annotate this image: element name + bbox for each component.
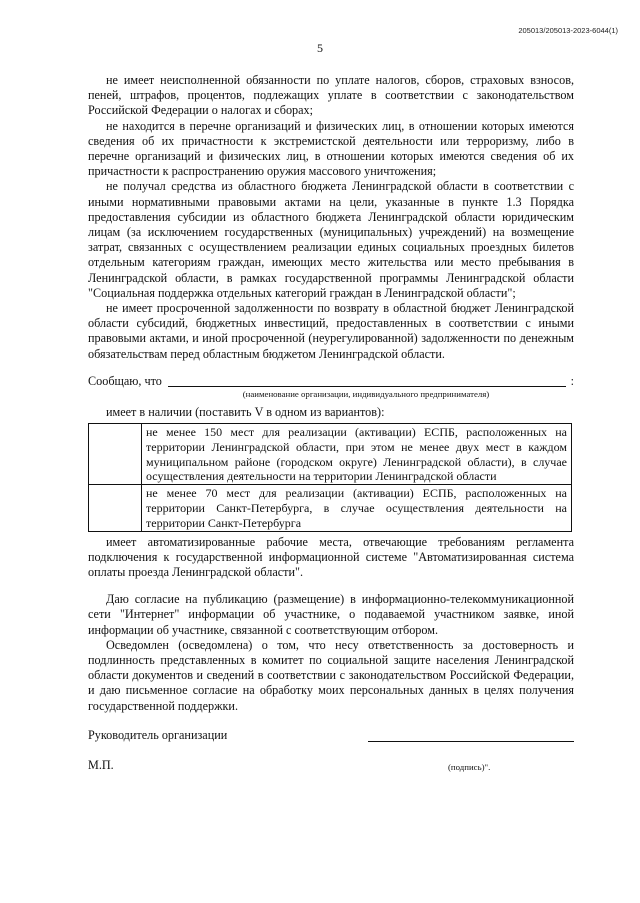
page-number: 5 bbox=[317, 41, 323, 55]
choose-option-text: имеет в наличии (поставить V в одном из вариантов): bbox=[106, 404, 385, 419]
signature-caption: (подпись)". bbox=[448, 761, 491, 772]
report-colon: : bbox=[570, 373, 574, 388]
head-of-organization-label: Руководитель организации bbox=[88, 727, 228, 742]
document-id: 205013/205013-2023-6044(1) bbox=[518, 26, 618, 35]
option-row bbox=[89, 485, 572, 531]
paragraph-informed: Осведомлен (осведомлена) о том, что несу ответственность за достоверность и подлинность представленных в комитет по социальной защите населения Ленинградской области документов и сведений в соответствии с законодательством Российской Федерации, и даю письменное согласие на обработку моих персональных данных в целях получения государственной поддержки. bbox=[88, 637, 574, 713]
option-checkbox-spb[interactable] bbox=[89, 485, 142, 531]
stamp-line bbox=[88, 758, 574, 774]
report-line bbox=[88, 374, 574, 389]
report-label: Сообщаю, что bbox=[88, 373, 162, 388]
paragraph-workstations: имеет автоматизированные рабочие места, отвечающие требованиям регламента подключения к государственной информационной системе "Автоматизированная система оплаты проезда Ленинградской области". bbox=[88, 534, 574, 580]
paragraph-budget-funds: не получал средства из областного бюджета Ленинградской области в соответствии с иными нормативными правовыми актами на цели, указанные в пункте 1.3 Порядка предоставления субсидии из областного бюджета Ленинградской области юридическим лицам (за исключением государственных (муниципальных) учреждений) на возмещение затрат, связанных с осуществлением реализации единых социальных проездных билетов отдельным категориям граждан, имеющих место жительства или место пребывания в Ленинградской области, в рамках государственной программы Ленинградской области "Социальная поддержка отдельных категорий граждан в Ленинградской области"; bbox=[88, 179, 574, 300]
paragraph-extremism-list: не находится в перечне организаций и физических лиц, в отношении которых имеются сведения об их причастности к экстремистской деятельности или терроризму, либо в перечне организаций и физических лиц, в отношении которых имеются сведения об их причастности к распространению оружия массового уничтожения; bbox=[88, 118, 574, 179]
option-text-spb: не менее 70 мест для реализации (активации) ЕСПБ, расположенных на территории Санкт-Петербурга, в случае осуществления деятельности на территории Санкт-Петербурга bbox=[142, 485, 572, 531]
option-checkbox-lo[interactable] bbox=[89, 424, 142, 485]
signature-line bbox=[88, 728, 574, 744]
organization-name-blank[interactable] bbox=[168, 386, 566, 387]
signature-blank[interactable] bbox=[368, 741, 574, 742]
document-body bbox=[88, 73, 574, 774]
paragraph-consent: Даю согласие на публикацию (размещение) в информационно-телекоммуникационной сети "Интернет" информации об участнике, о подаваемой участником заявке, иной информации об участнике, связанной с соответствующим отбором. bbox=[88, 592, 574, 637]
paragraph-overdue-debt: не имеет просроченной задолженности по возврату в областной бюджет Ленинградской области субсидий, бюджетных инвестиций, предоставленных в соответствии с иными правовыми актами, и иной просроченной (неурегулированной) задолженности по денежным обязательствам перед областным бюджетом Ленинградской области. bbox=[88, 301, 574, 361]
stamp-label: М.П. bbox=[88, 757, 114, 772]
option-row bbox=[89, 424, 572, 485]
organization-name-caption: (наименование организации, индивидуального предпринимателя) bbox=[242, 388, 490, 399]
options-table bbox=[88, 423, 572, 532]
paragraph-taxes: не имеет неисполненной обязанности по уплате налогов, сборов, страховых взносов, пеней, штрафов, процентов, подлежащих уплате в соответствии с законодательством Российской Федерации о налогах и сборах; bbox=[88, 73, 574, 118]
option-text-lo: не менее 150 мест для реализации (активации) ЕСПБ, расположенных на территории Ленинградской области, при этом не менее двух мест в каждом муниципальном районе (городском округе) Ленинградской области), в случае осуществления деятельности на территории Ленинградской области bbox=[142, 424, 572, 485]
